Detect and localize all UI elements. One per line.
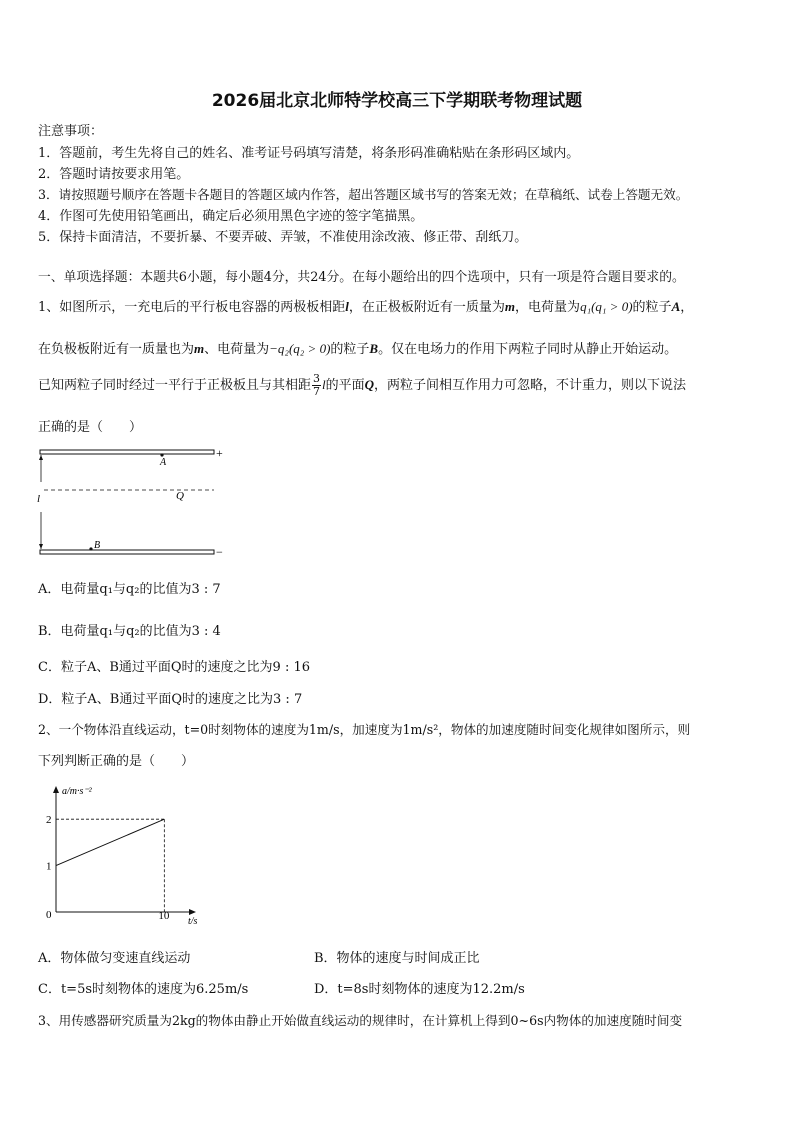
text-run: ， xyxy=(680,300,694,315)
text-run: 、电荷量为 xyxy=(204,342,270,357)
var-l: l xyxy=(322,377,326,392)
text-run: ，在正极板附近有一质量为 xyxy=(348,300,505,315)
y-tick-label: 2 xyxy=(46,814,52,827)
text-run: 的粒子 xyxy=(330,342,370,357)
var-q: Q xyxy=(364,377,375,392)
text-run: 的粒子 xyxy=(632,300,672,315)
option-d[interactable]: D．t=8s时刻物体的速度为12.2m/s xyxy=(314,982,525,997)
fraction-denominator: 7 xyxy=(313,385,321,398)
var-m: m xyxy=(194,341,205,356)
x-axis-arrow xyxy=(189,909,196,915)
notice-item: 2．答题时请按要求用笔。 xyxy=(38,167,190,182)
option-b[interactable]: B．物体的速度与时间成正比 xyxy=(314,951,480,966)
question-text: 下列判断正确的是（ ） xyxy=(38,754,195,769)
x-tick-label: 0 xyxy=(46,909,52,921)
text-run: ，两粒子间相互作用力可忽略，不计重力，则以下说法 xyxy=(374,378,687,393)
page-title: 2026届北京北师特学校高三下学期联考物理试题 xyxy=(211,91,583,111)
option-a[interactable]: A．电荷量q₁与q₂的比值为3 : 7 xyxy=(38,582,221,597)
formula-q1: q₁(q₁ > 0) xyxy=(580,299,633,314)
notice-heading: 注意事项： xyxy=(38,124,104,139)
notice-item: 1．答题前，考生先将自己的姓名、准考证号码填写清楚，将条形码准确粘贴在条形码区域内。 xyxy=(38,146,580,161)
arrow-head-down xyxy=(39,544,43,549)
y-tick-label: 1 xyxy=(46,860,52,873)
option-c[interactable]: C．粒子A、B通过平面Q时的速度之比为9 : 16 xyxy=(38,660,311,675)
option-b[interactable]: B．电荷量q₁与q₂的比值为3 : 4 xyxy=(38,624,221,639)
notice-item: 3．请按照题号顺序在答题卡各题目的答题区域内作答，超出答题区域书写的答案无效；在草稿纸、试卷上答题无效。 xyxy=(38,187,689,202)
plane-q-label: Q xyxy=(176,490,184,502)
x-axis-label: t/s xyxy=(188,916,198,927)
distance-label: l xyxy=(37,493,41,505)
question-text: 2、一个物体沿直线运动，t=0时刻物体的速度为1m/s，加速度为1m/s²，物体的加速度随时间变化规律如图所示，则 xyxy=(38,722,691,737)
text-run: 已知两粒子同时经过一平行于正极板且与其相距 xyxy=(38,378,312,393)
text-run: ，电荷量为 xyxy=(515,300,581,315)
text-run: 的平面 xyxy=(325,378,365,393)
positive-plate xyxy=(40,450,214,454)
fraction xyxy=(312,373,321,398)
var-a: A xyxy=(671,299,681,314)
option-a[interactable]: A．物体做匀变速直线运动 xyxy=(38,951,191,966)
question-3-text: 3、用传感器研究质量为2kg的物体由静止开始做直线运动的规律时，在计算机上得到0~6s内物体的加速度随时间变 xyxy=(38,1013,683,1028)
notice-item: 5．保持卡面清洁，不要折暴、不要弄破、弄皱，不准使用涂改液、修正带、刮纸刀。 xyxy=(38,230,528,245)
negative-plate xyxy=(40,550,214,554)
notice-item: 4．作图可先使用铅笔画出，确定后必须用黑色字迹的签字笔描黑。 xyxy=(38,209,424,224)
x-tick-label: 10 xyxy=(158,910,170,922)
minus-sign: − xyxy=(216,545,223,559)
var-b: B xyxy=(369,341,379,356)
series-line xyxy=(56,819,164,865)
text-run: 1、如图所示，一充电后的平行板电容器的两极板相距 xyxy=(38,300,346,315)
question-text: 正确的是（ ） xyxy=(38,420,143,435)
question-text xyxy=(38,296,693,315)
y-axis-label: a/m·s⁻² xyxy=(62,786,92,797)
acceleration-time-chart xyxy=(30,784,200,930)
section-heading: 一、单项选择题：本题共6小题，每小题4分，共24分。在每小题给出的四个选项中，只有一项是符合题目要求的。 xyxy=(38,270,685,285)
question-text xyxy=(38,371,686,400)
particle-a-label: A xyxy=(160,457,167,468)
plus-sign: + xyxy=(216,446,223,460)
particle-b-label: B xyxy=(94,540,101,551)
question-text xyxy=(38,338,677,357)
fraction-numerator: 3 xyxy=(313,372,321,385)
text-run: 。仅在电场力的作用下两粒子同时从静止开始运动。 xyxy=(378,342,678,357)
option-c[interactable]: C．t=5s时刻物体的速度为6.25m/s xyxy=(38,982,249,997)
var-l: l xyxy=(345,299,349,314)
capacitor-diagram xyxy=(34,444,234,560)
particle-b xyxy=(89,547,92,550)
option-d[interactable]: D．粒子A、B通过平面Q时的速度之比为3 : 7 xyxy=(38,692,303,707)
var-m: m xyxy=(504,299,516,314)
arrow-head-up xyxy=(39,455,43,460)
y-axis-arrow xyxy=(53,786,59,793)
formula-q2: −q₂(q₂ > 0) xyxy=(269,341,331,356)
text-run: 在负极板附近有一质量也为 xyxy=(38,342,195,357)
